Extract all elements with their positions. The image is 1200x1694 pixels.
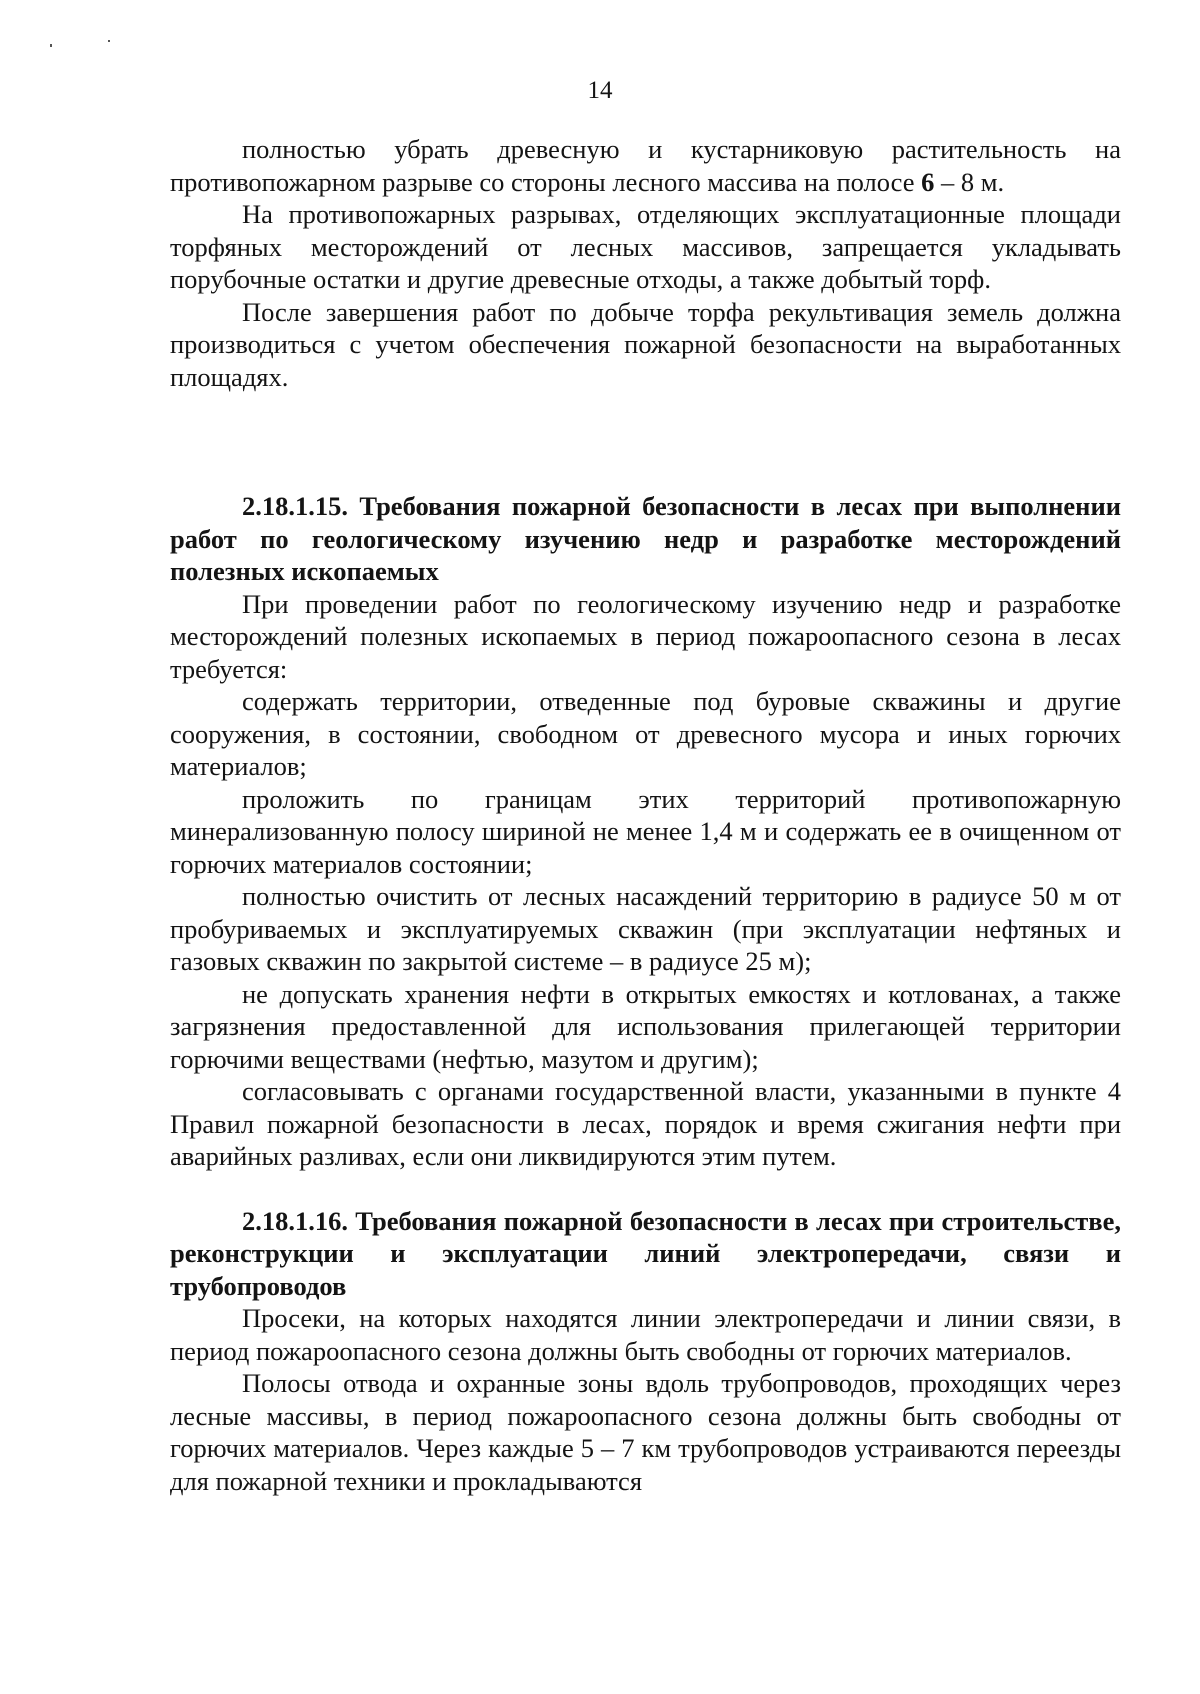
spacer <box>170 1173 1121 1205</box>
paragraph: согласовывать с органами государственной власти, указанными в пункте 4 Правил пожарной безопасности в лесах, порядок и время сжигания нефти при аварийных разливах, если они ликвидируются этим путем. <box>170 1076 1121 1171</box>
paragraph: После завершения работ по добыче торфа рекультивация земель должна производиться с учетом обеспечения пожарной безопасности на выработанных площадях. <box>170 296 1121 392</box>
bold-value: 6 <box>921 166 935 197</box>
page-number: 14 <box>587 77 613 104</box>
paragraph: Полосы отвода и охранные зоны вдоль трубопроводов, проходящих через лесные массивы, в период пожароопасного сезона должны быть свободны от горючих материалов. Через каждые 5 – 7 км трубопроводов устраиваются переезды для пожарной техники и прокладываются <box>170 1368 1121 1496</box>
paragraph: проложить по границам этих территорий противопожарную минерализованную полосу шириной не менее 1,4 м и содержать ее в очищенном от горючих материалов состоянии; <box>170 783 1121 879</box>
paragraph: не допускать хранения нефти в открытых емкостях и котлованах, а также загрязнения предоставленной для использования прилегающей территории горючими веществами (нефтью, мазутом и другим); <box>170 978 1121 1074</box>
paragraph-text: – 8 м. <box>934 166 1005 197</box>
paragraph <box>170 133 1121 198</box>
paragraph: полностью очистить от лесных насаждений территорию в радиусе 50 м от пробуриваемых и эксплуатируемых скважин (при эксплуатации нефтяных и газовых скважин по закрытой системе – в радиусе 25 м); <box>170 881 1121 976</box>
paragraph: содержать территории, отведенные под буровые скважины и другие сооружения, в состоянии, свободном от древесного мусора и иных горючих материалов; <box>170 686 1121 781</box>
spacer <box>170 393 1121 490</box>
paragraph-text: полностью убрать древесную и кустарниковую растительность на противопожарном разрыве со стороны лесного массива на полосе <box>170 134 1121 197</box>
paragraph: При проведении работ по геологическому изучению недр и разработке месторождений полезных ископаемых в период пожароопасного сезона в лесах требуется: <box>170 588 1121 684</box>
document-body <box>170 133 1121 1497</box>
paragraph: Просеки, на которых находятся линии электропередачи и линии связи, в период пожароопасного сезона должны быть свободны от горючих материалов. <box>170 1303 1121 1366</box>
section-heading: 2.18.1.16. Требования пожарной безопасности в лесах при строительстве, реконструкции и эксплуатации линий электропередачи, связи и трубопроводов <box>170 1205 1121 1301</box>
scan-speck <box>108 40 110 42</box>
section-heading: 2.18.1.15. Требования пожарной безопасности в лесах при выполнении работ по геологическому изучению недр и разработке месторождений полезных ископаемых <box>170 491 1121 586</box>
paragraph: На противопожарных разрывах, отделяющих эксплуатационные площади торфяных месторождений от лесных массивов, запрещается укладывать порубочные остатки и другие древесные отходы, а также добытый торф. <box>170 199 1121 294</box>
scan-speck <box>50 44 52 47</box>
